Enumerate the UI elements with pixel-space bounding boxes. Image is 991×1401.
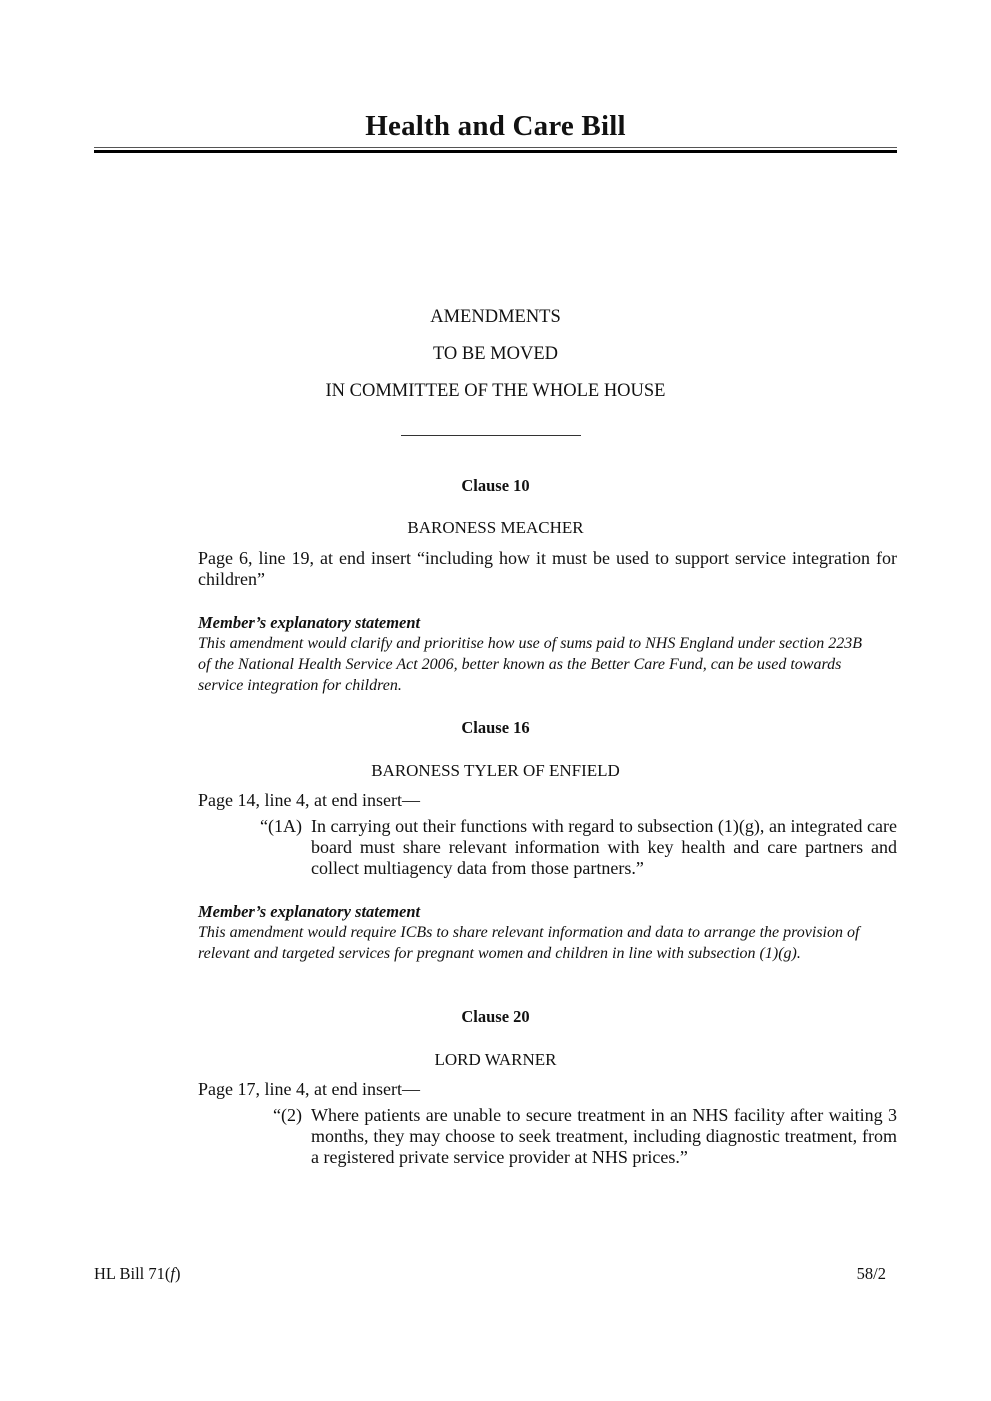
amendment-instruction: Page 17, line 4, at end insert—	[198, 1079, 420, 1099]
member-name: BARONESS TYLER OF ENFIELD	[371, 761, 620, 780]
subsection-text: Where patients are unable to secure treatment in an NHS facility after waiting 3 months, they may choose to seek treatment, including diagnostic treatment, from a registered private service provider at NHS prices.”	[311, 1105, 897, 1167]
amendment-instruction: Page 6, line 19, at end insert “including how it must be used to support service integration for children”	[198, 548, 897, 589]
clause-heading: Clause 20	[461, 1007, 530, 1026]
inserted-subsection	[250, 1105, 897, 1168]
footer-bill-reference	[94, 1264, 180, 1284]
explanatory-statement-heading: Member’s explanatory statement	[198, 613, 421, 632]
amendment-instruction: Page 14, line 4, at end insert—	[198, 790, 420, 810]
explanatory-statement-text: This amendment would clarify and prioritise how use of sums paid to NHS England under section 223B of the National Health Service Act 2006, better known as the Better Care Fund, can be used towards service integration for children.	[198, 635, 862, 694]
member-name: BARONESS MEACHER	[407, 518, 584, 537]
explanatory-statement-heading: Member’s explanatory statement	[198, 902, 421, 921]
inserted-subsection	[250, 816, 897, 879]
heading-separator-rule	[401, 435, 581, 436]
heading-to-be-moved: TO BE MOVED	[432, 344, 559, 364]
clause-heading: Clause 16	[461, 718, 530, 737]
footer-page-reference: 58/2	[856, 1264, 886, 1283]
subsection-text: In carrying out their functions with regard to subsection (1)(g), an integrated care board must share relevant information with key health and care partners and collect multiagency data from those partners.”	[311, 816, 897, 878]
bill-ref-print-letter: f	[170, 1264, 175, 1283]
bill-ref-prefix: HL Bill 71(	[94, 1264, 171, 1283]
explanatory-statement-text: This amendment would require ICBs to share relevant information and data to arrange the provision of relevant and targeted services for pregnant women and children in line with subsection (1)(g).	[198, 924, 860, 962]
subsection-number: “(1A)	[260, 816, 302, 836]
heading-amendments: AMENDMENTS	[430, 307, 561, 327]
member-name: LORD WARNER	[434, 1050, 557, 1069]
bill-ref-suffix: )	[174, 1264, 181, 1283]
title-rule-thick	[94, 150, 897, 153]
title-rule-thin	[94, 147, 897, 148]
subsection-number: “(2)	[273, 1105, 302, 1125]
bill-title: Health and Care Bill	[365, 110, 626, 142]
heading-committee: IN COMMITTEE OF THE WHOLE HOUSE	[325, 381, 666, 401]
clause-heading: Clause 10	[461, 476, 530, 495]
